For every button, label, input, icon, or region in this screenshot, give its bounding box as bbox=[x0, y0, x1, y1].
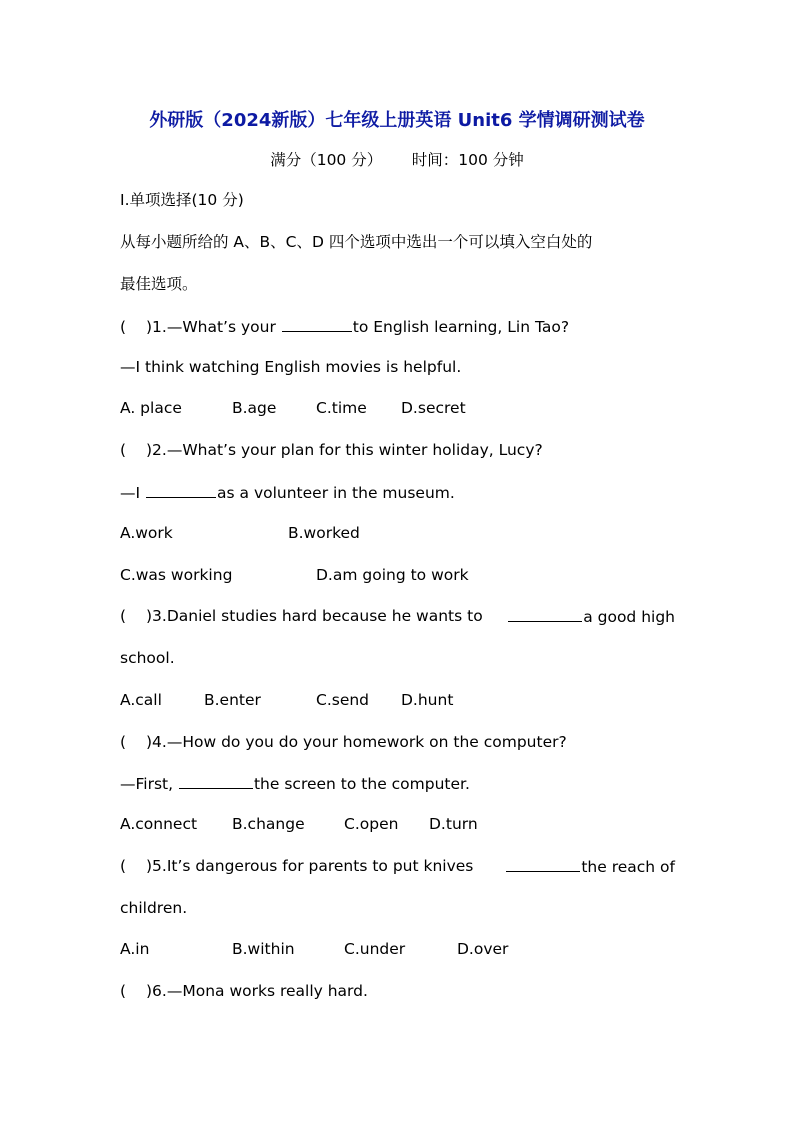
question-3-continuation: school. bbox=[120, 649, 175, 667]
score-time-info: 满分（100 分） 时间：100 分钟 bbox=[270, 151, 524, 169]
question-5-stem bbox=[120, 856, 675, 877]
question-5-continuation: children. bbox=[120, 899, 188, 917]
question-4-option-a: A.connect bbox=[120, 815, 198, 833]
answer-blank bbox=[282, 316, 352, 332]
question-3-blank-group bbox=[507, 606, 675, 627]
question-3-option-a: A.call bbox=[120, 691, 162, 709]
question-4-reply bbox=[120, 773, 470, 794]
question-2-reply bbox=[120, 482, 455, 503]
question-4-option-d: D.turn bbox=[429, 815, 478, 833]
question-1-option-a: A. place bbox=[120, 399, 182, 417]
question-2-reply-before: —I bbox=[120, 484, 141, 502]
question-5-text bbox=[120, 856, 473, 877]
question-2-reply-after: as a volunteer in the museum. bbox=[217, 484, 455, 502]
question-4-reply-before: —First, bbox=[120, 775, 174, 793]
question-3-stem bbox=[120, 606, 675, 627]
question-5-blank-group bbox=[505, 856, 675, 877]
question-4-text: )4.—How do you do your homework on the computer? bbox=[146, 733, 567, 751]
answer-paren-open: ( bbox=[120, 441, 127, 459]
question-5-option-d: D.over bbox=[457, 940, 509, 958]
answer-blank bbox=[146, 482, 216, 498]
question-1-option-d: D.secret bbox=[401, 399, 466, 417]
question-2-option-c: C.was working bbox=[120, 566, 233, 584]
answer-blank bbox=[179, 773, 253, 789]
question-3-text bbox=[120, 606, 483, 627]
answer-paren-open: ( bbox=[120, 607, 127, 625]
question-5-option-b: B.within bbox=[232, 940, 295, 958]
question-6-stem bbox=[120, 981, 368, 1001]
question-2-text: )2.—What’s your plan for this winter holiday, Lucy? bbox=[146, 441, 543, 459]
question-1-stem bbox=[120, 316, 569, 337]
answer-paren-open: ( bbox=[120, 318, 127, 336]
question-2-option-b: B.worked bbox=[288, 524, 360, 542]
question-5-text-before: )5.It’s dangerous for parents to put knives bbox=[146, 857, 474, 875]
question-4-option-b: B.change bbox=[232, 815, 305, 833]
question-3-option-b: B.enter bbox=[204, 691, 261, 709]
question-6-text: )6.—Mona works really hard. bbox=[146, 982, 368, 1000]
question-3-text-before: )3.Daniel studies hard because he wants to bbox=[146, 607, 483, 625]
question-2-stem bbox=[120, 440, 543, 460]
question-1-text-after: to English learning, Lin Tao? bbox=[352, 318, 570, 336]
question-1-option-c: C.time bbox=[316, 399, 367, 417]
question-5-text-after: the reach of bbox=[581, 858, 675, 876]
question-1-option-b: B.age bbox=[232, 399, 277, 417]
answer-paren-open: ( bbox=[120, 857, 127, 875]
exam-title: 外研版（2024新版）七年级上册英语 Unit6 学情调研测试卷 bbox=[149, 110, 645, 131]
question-1-text: )1.—What’s your bbox=[146, 318, 276, 336]
question-3-option-c: C.send bbox=[316, 691, 370, 709]
section-heading: Ⅰ.单项选择(10 分) bbox=[120, 191, 244, 209]
answer-paren-open: ( bbox=[120, 733, 127, 751]
answer-paren-open: ( bbox=[120, 982, 127, 1000]
answer-blank bbox=[506, 856, 580, 872]
answer-blank bbox=[508, 606, 582, 622]
question-4-option-c: C.open bbox=[344, 815, 399, 833]
instruction-line-1: 从每小题所给的 A、B、C、D 四个选项中选出一个可以填入空白处的 bbox=[120, 233, 593, 251]
question-5-option-a: A.in bbox=[120, 940, 150, 958]
question-3-option-d: D.hunt bbox=[401, 691, 454, 709]
question-3-text-after: a good high bbox=[583, 608, 675, 626]
instruction-line-2: 最佳选项。 bbox=[120, 275, 198, 293]
question-4-reply-after: the screen to the computer. bbox=[253, 775, 470, 793]
question-2-option-d: D.am going to work bbox=[316, 566, 469, 584]
question-4-stem bbox=[120, 732, 567, 752]
question-2-option-a: A.work bbox=[120, 524, 173, 542]
question-1-reply: —I think watching English movies is helpful. bbox=[120, 358, 462, 376]
question-5-option-c: C.under bbox=[344, 940, 406, 958]
